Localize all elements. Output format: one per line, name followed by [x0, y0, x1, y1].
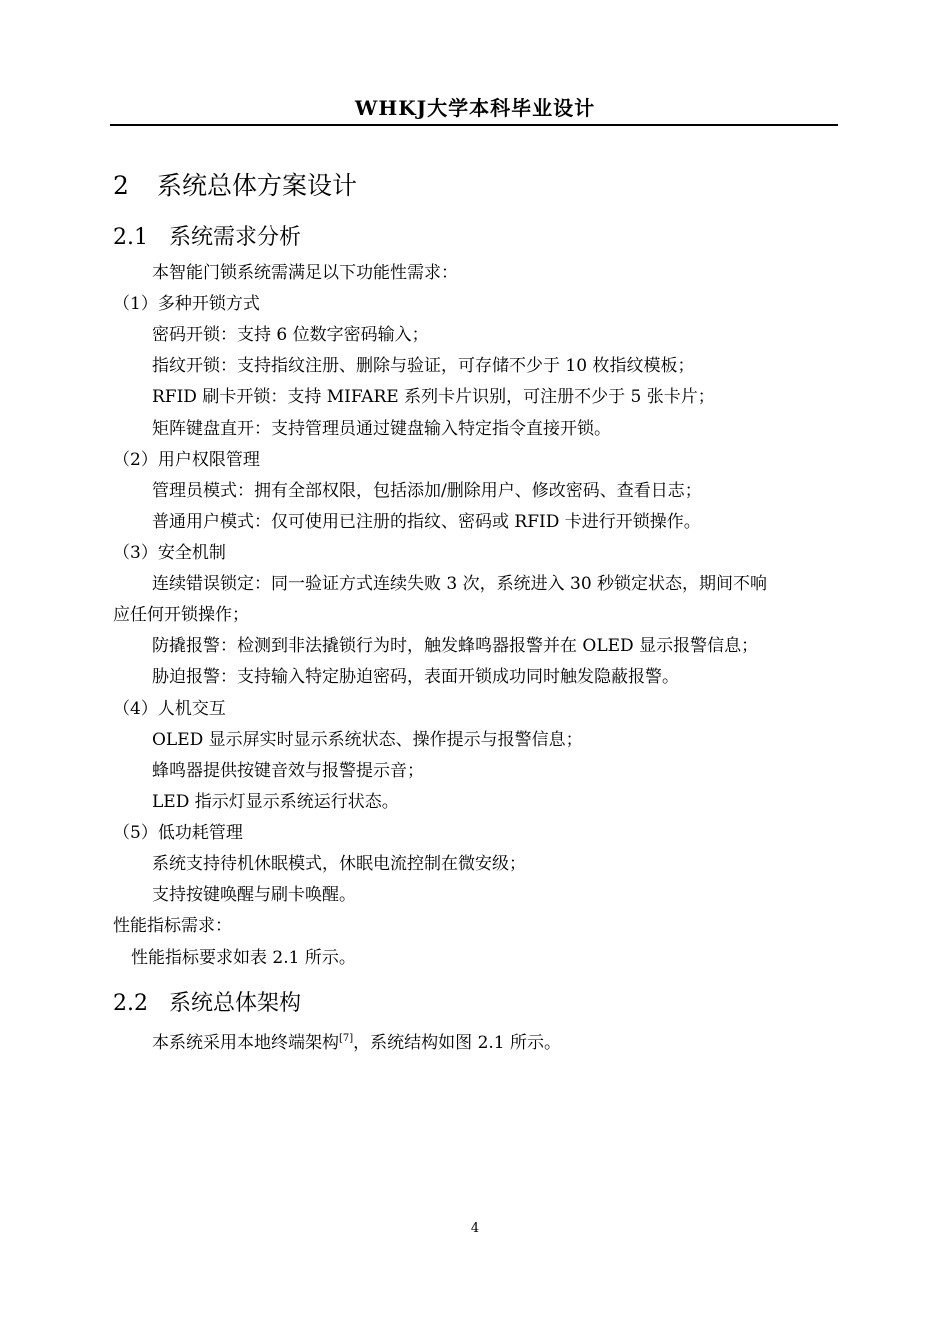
paragraph-line: 矩阵键盘直开：支持管理员通过键盘输入特定指令直接开锁。	[152, 419, 611, 439]
paragraph-line: 性能指标要求如表 2.1 所示。	[131, 948, 356, 968]
paragraph-line: 密码开锁：支持 6 位数字密码输入；	[152, 325, 429, 345]
paragraph-line: 性能指标需求：	[113, 916, 232, 936]
paragraph-line: 本智能门锁系统需满足以下功能性需求：	[152, 263, 458, 283]
citation-link[interactable]: [7]	[339, 1033, 354, 1044]
section-title: 系统总体架构	[169, 991, 302, 1016]
running-header: WHKJ大学本科毕业设计	[354, 96, 596, 120]
list-heading: （3）安全机制	[113, 543, 226, 563]
paragraph-line: RFID 刷卡开锁：支持 MIFARE 系列卡片识别，可注册不少于 5 张卡片；	[152, 387, 715, 407]
paragraph-line: 蜂鸣器提供按键音效与报警提示音；	[152, 761, 424, 781]
chapter-number: 2	[113, 171, 129, 200]
paragraph-line: 连续错误锁定：同一验证方式连续失败 3 次，系统进入 30 秒锁定状态，期间不响	[152, 574, 768, 594]
paragraph-line: LED 指示灯显示系统运行状态。	[152, 792, 399, 812]
list-heading: （4）人机交互	[113, 699, 226, 719]
paragraph-line: 普通用户模式：仅可使用已注册的指纹、密码或 RFID 卡进行开锁操作。	[152, 512, 701, 532]
header-rule	[110, 124, 838, 126]
paragraph-line: 胁迫报警：支持输入特定胁迫密码，表面开锁成功同时触发隐蔽报警。	[152, 667, 679, 687]
section-number: 2.1	[113, 225, 148, 250]
list-heading: （5）低功耗管理	[113, 823, 243, 843]
paragraph-line: 指纹开锁：支持指纹注册、删除与验证，可存储不少于 10 枚指纹模板；	[152, 356, 695, 376]
paragraph-line: 防撬报警：检测到非法撬锁行为时，触发蜂鸣器报警并在 OLED 显示报警信息；	[152, 636, 759, 656]
paragraph-line: 管理员模式：拥有全部权限，包括添加/删除用户、修改密码、查看日志；	[152, 481, 702, 501]
paragraph-line: OLED 显示屏实时显示系统状态、操作提示与报警信息；	[152, 730, 583, 750]
paragraph-line: 支持按键唤醒与刷卡唤醒。	[152, 885, 356, 905]
section-heading-2-1	[113, 220, 301, 251]
page-number: 4	[470, 1221, 480, 1236]
paragraph-line: 系统支持待机休眠模式，休眠电流控制在微安级；	[152, 854, 526, 874]
section-title: 系统需求分析	[169, 225, 302, 250]
list-heading: （1）多种开锁方式	[113, 294, 260, 314]
paragraph-text: ，系统结构如图 2.1 所示。	[353, 1033, 562, 1053]
paragraph-line	[152, 1029, 561, 1053]
paragraph-text: 本系统采用本地终端架构	[152, 1033, 339, 1053]
chapter-title: 系统总体方案设计	[157, 171, 358, 200]
section-heading-2-2	[113, 986, 301, 1017]
paragraph-line: 应任何开锁操作；	[113, 605, 249, 625]
section-number: 2.2	[113, 991, 148, 1016]
list-heading: （2）用户权限管理	[113, 450, 260, 470]
chapter-heading	[113, 166, 357, 202]
